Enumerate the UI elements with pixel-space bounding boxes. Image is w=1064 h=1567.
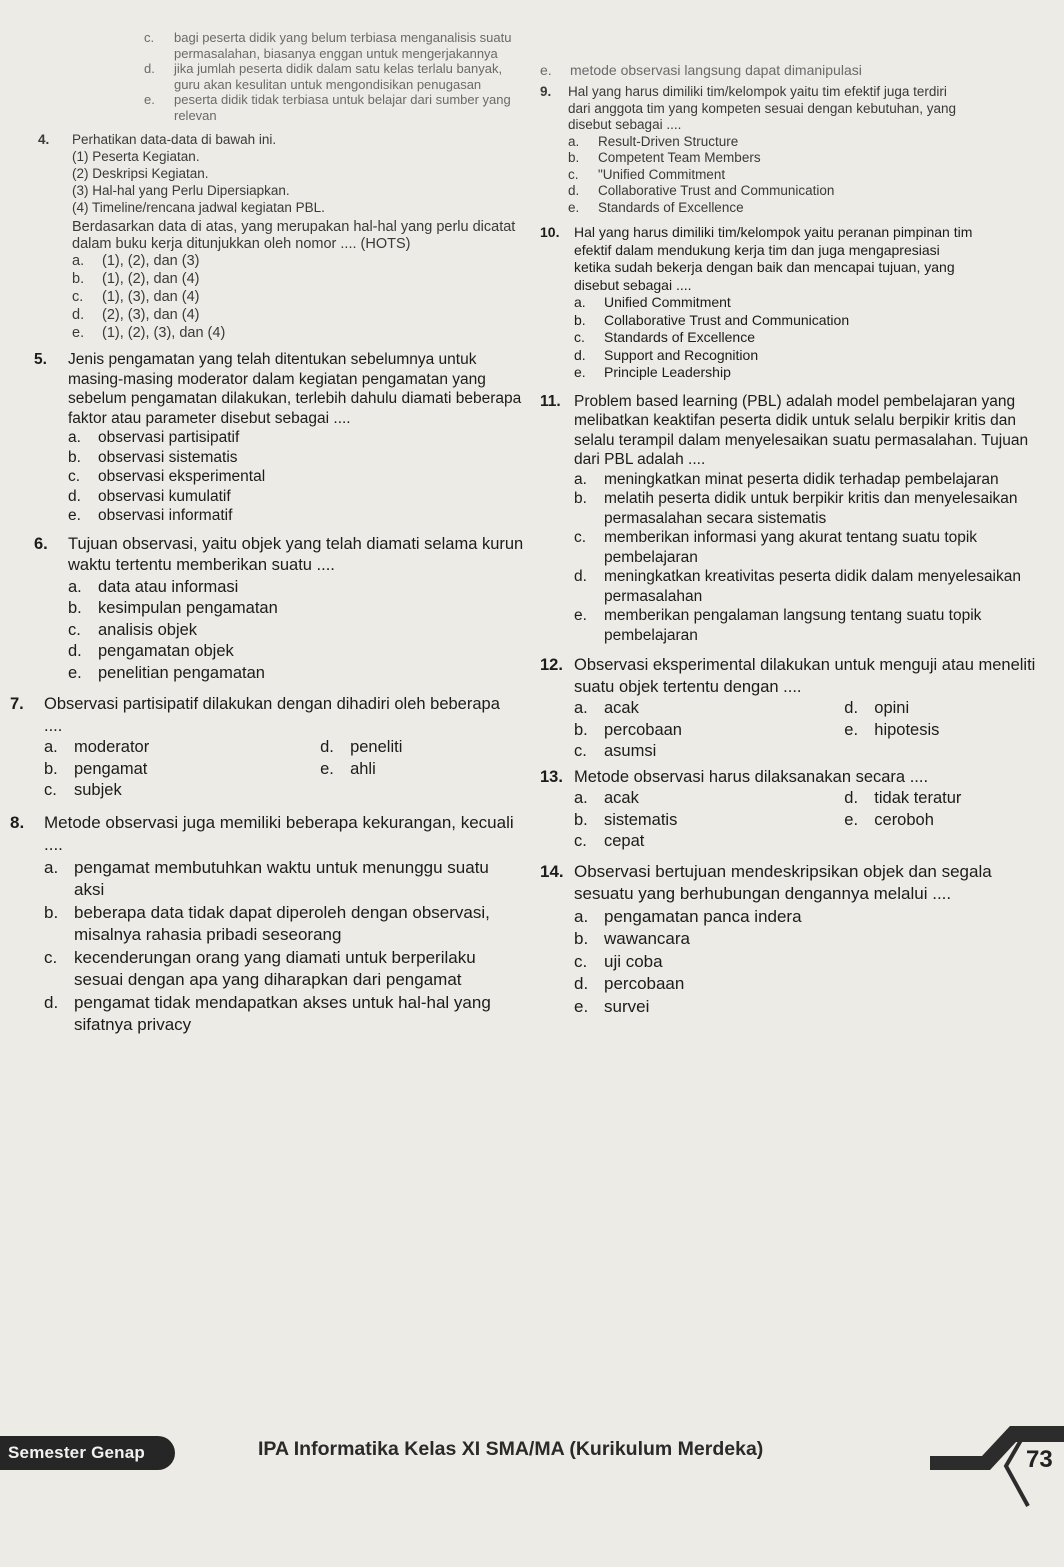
option-13a — [574, 788, 844, 810]
option-label: a. — [568, 133, 580, 149]
option-14c — [574, 951, 1050, 974]
left-column — [10, 30, 530, 1037]
option-text: beberapa data tidak dapat diperoleh dengan observasi, misalnya rahasia pribadi seseorang — [74, 902, 490, 944]
option-text: observasi informatif — [98, 507, 233, 524]
question-number: 13. — [540, 767, 563, 786]
question-text: Hal yang harus dimiliki tim/kelompok yaitu peranan pimpinan tim efektif dalam mendukung kerja tim dan juga mengapresiasi ketika sudah bekerja dengan baik dan mencapai tujuan, yang disebut sebagai .... — [574, 224, 973, 293]
question-text: Metode observasi juga memiliki beberapa kekurangan, kecuali .... — [44, 812, 514, 854]
option-label: c. — [574, 329, 585, 345]
option-5c — [68, 467, 528, 487]
option-text: peserta didik tidak terbiasa untuk belajar dari sumber yang relevan — [174, 92, 511, 123]
option-text: survei — [604, 996, 650, 1016]
option-label: d. — [574, 346, 586, 363]
question-10 — [540, 224, 980, 382]
option-text: kecenderungan orang yang diamati untuk berperilaku sesuai dengan apa yang diharapkan dari pengamat — [74, 947, 476, 989]
option-label: e. — [568, 199, 580, 215]
option-5b — [68, 448, 528, 468]
option-4e — [72, 324, 518, 342]
question-number: 9. — [540, 84, 552, 99]
option-12b — [574, 720, 844, 742]
option-label: c. — [574, 742, 587, 760]
option-label: d. — [844, 699, 859, 717]
option-4d — [72, 306, 518, 324]
option-text: hipotesis — [874, 720, 940, 739]
option-text: pengamatan objek — [98, 642, 234, 660]
option-5a — [68, 428, 528, 448]
option-9b — [568, 150, 960, 167]
option-3d — [144, 61, 516, 92]
question-number: 7. — [10, 695, 24, 713]
option-label: b. — [72, 271, 85, 287]
option-11c — [574, 528, 1030, 567]
option-8b — [44, 902, 522, 947]
page-footer — [0, 1398, 1064, 1567]
option-label: d. — [844, 789, 859, 807]
option-label: d. — [568, 183, 580, 198]
question-text: Metode observasi harus dilaksanakan secara .... — [574, 767, 929, 786]
question-12 — [540, 655, 1040, 763]
option-label: b. — [68, 448, 81, 466]
option-text: Collaborative Trust and Communication — [604, 311, 850, 328]
option-text: ahli — [350, 759, 376, 778]
question-11 — [540, 392, 1030, 646]
option-label: e. — [68, 507, 81, 524]
option-11d — [574, 567, 1030, 606]
option-label: e. — [574, 996, 589, 1016]
option-label: d. — [68, 642, 82, 660]
option-text: wawancara — [604, 929, 690, 948]
question-number: 4. — [38, 132, 50, 147]
option-label: c. — [72, 289, 84, 305]
question-text: Berdasarkan data di atas, yang merupakan hal-hal yang perlu dicatat dalam buku kerja ditunjukkan oleh nomor .... (HOTS) — [72, 219, 516, 252]
option-label: c. — [574, 529, 587, 546]
option-13b — [574, 810, 844, 832]
option-label: e. — [844, 720, 859, 739]
option-text: Support and Recognition — [604, 346, 759, 363]
option-text: acak — [604, 699, 639, 717]
option-label: e. — [320, 759, 334, 778]
option-label: d. — [44, 992, 59, 1012]
option-text: (1), (2), dan (3) — [102, 253, 200, 269]
option-label: d. — [68, 487, 81, 505]
option-label: c. — [68, 468, 81, 485]
option-13c — [574, 831, 844, 853]
option-7c — [44, 780, 320, 802]
data-item: (1) Peserta Kegiatan. — [72, 149, 200, 164]
option-label: a. — [574, 789, 588, 807]
option-text: pengamat — [74, 759, 148, 778]
option-text: analisis objek — [98, 620, 198, 639]
question-text: Problem based learning (PBL) adalah model pembelajaran yang melibatkan keaktifan peserta didik untuk selalu berpikir kritis dan selalu terampil dalam menyelesaikan suatu permasalahan. Tujuan dari PBL adalah .... — [574, 392, 1029, 468]
question-text: Observasi eksperimental dilakukan untuk menguji atau meneliti suatu objek tertentu dengan .... — [574, 656, 1036, 696]
option-label: a. — [574, 294, 586, 310]
option-4a — [72, 252, 518, 270]
option-7e — [320, 759, 520, 781]
option-label: b. — [574, 311, 586, 328]
option-10a — [574, 294, 980, 312]
option-text: acak — [604, 789, 639, 807]
option-14b — [574, 928, 1050, 951]
option-label: c. — [144, 30, 155, 45]
option-label: a. — [574, 470, 587, 488]
option-text: opini — [874, 699, 910, 717]
option-label: c. — [574, 951, 588, 971]
option-label: a. — [44, 857, 59, 877]
option-3e — [144, 92, 516, 123]
option-label: e. — [574, 364, 586, 380]
option-label: e. — [540, 62, 552, 78]
data-item: (2) Deskripsi Kegiatan. — [72, 166, 209, 181]
question-6 — [10, 534, 528, 685]
option-14e — [574, 996, 1050, 1019]
option-label: b. — [44, 759, 58, 778]
option-label: b. — [44, 902, 59, 922]
question-9 — [540, 84, 960, 216]
option-label: a. — [68, 577, 82, 596]
question-8-tail — [540, 62, 960, 78]
option-label: b. — [574, 720, 588, 739]
option-text: observasi kumulatif — [98, 487, 231, 505]
option-14a — [574, 906, 1050, 929]
option-label: a. — [44, 738, 58, 756]
option-8a — [44, 857, 522, 902]
option-text: observasi sistematis — [98, 448, 238, 466]
option-label: c. — [44, 781, 57, 799]
question-number: 5. — [34, 351, 47, 368]
option-3c — [144, 30, 516, 61]
option-label: b. — [574, 929, 589, 948]
option-10b — [574, 312, 980, 330]
option-text: memberikan pengalaman langsung tentang suatu topik pembelajaran — [604, 607, 982, 644]
question-7 — [10, 694, 520, 802]
data-item: (3) Hal-hal yang Perlu Dipersiapkan. — [72, 183, 290, 198]
option-11b — [574, 489, 1030, 528]
option-text: peneliti — [350, 738, 403, 756]
option-text: metode observasi langsung dapat dimanipulasi — [570, 62, 862, 78]
option-label: a. — [68, 429, 81, 446]
option-7a — [44, 737, 320, 759]
option-9d — [568, 183, 960, 200]
option-text: observasi partisipatif — [98, 429, 240, 446]
option-text: observasi eksperimental — [98, 468, 266, 485]
option-text: pengamatan panca indera — [604, 906, 802, 926]
option-label: e. — [72, 325, 85, 341]
question-number: 14. — [540, 861, 564, 881]
data-item: (4) Timeline/rencana jadwal kegiatan PBL. — [72, 200, 325, 215]
option-label: b. — [574, 810, 588, 829]
option-text: ceroboh — [874, 810, 934, 829]
option-text: pengamat tidak mendapatkan akses untuk hal-hal yang sifatnya privacy — [74, 992, 491, 1034]
option-text: Standards of Excellence — [604, 329, 755, 345]
option-text: cepat — [604, 832, 645, 850]
option-7d — [320, 737, 520, 759]
option-5d — [68, 487, 528, 507]
option-label: b. — [574, 490, 587, 507]
option-label: a. — [72, 253, 85, 269]
option-8e — [540, 62, 960, 78]
option-13e — [844, 810, 1040, 832]
option-text: (1), (3), dan (4) — [102, 289, 200, 305]
option-text: bagi peserta didik yang belum terbiasa menganalisis suatu permasalahan, biasanya enggan untuk mengerjakannya — [174, 30, 512, 61]
option-label: c. — [574, 832, 587, 850]
option-12c — [574, 741, 844, 763]
option-text: Collaborative Trust and Communication — [598, 183, 835, 198]
option-text: Standards of Excellence — [598, 199, 744, 215]
option-text: uji coba — [604, 951, 663, 971]
option-6d — [68, 641, 528, 663]
option-label: b. — [568, 150, 580, 165]
option-text: pengamat membutuhkan waktu untuk menunggu suatu aksi — [74, 857, 489, 899]
question-number: 12. — [540, 656, 563, 674]
option-text: Competent Team Members — [598, 150, 761, 165]
book-title: IPA Informatika Kelas XI SMA/MA (Kurikulum Merdeka) — [258, 1438, 764, 1460]
option-label: d. — [574, 568, 587, 585]
option-text: moderator — [74, 738, 150, 756]
option-label: c. — [44, 947, 58, 967]
option-text: meningkatkan minat peserta didik terhadap pembelajaran — [604, 470, 999, 488]
option-label: a. — [574, 699, 588, 717]
option-label: e. — [68, 663, 82, 682]
option-5e — [68, 506, 528, 526]
option-text: subjek — [74, 781, 122, 799]
question-text: Perhatikan data-data di bawah ini. — [72, 132, 277, 147]
option-4c — [72, 288, 518, 306]
option-12d — [844, 698, 1040, 720]
question-text: Hal yang harus dimiliki tim/kelompok yaitu tim efektif juga terdiri dari anggota tim yang kompeten sesuai dengan kebutuhan, yang disebut sebagai .... — [568, 84, 957, 132]
option-text: Principle Leadership — [604, 364, 731, 380]
option-label: e. — [844, 810, 859, 829]
option-13d — [844, 788, 1040, 810]
option-9a — [568, 134, 960, 151]
option-9c — [568, 167, 960, 184]
option-10c — [574, 329, 980, 347]
option-text: melatih peserta didik untuk berpikir kritis dan menyelesaikan permasalahan secara sistematis — [604, 490, 1018, 527]
question-8 — [10, 812, 522, 1037]
option-6c — [68, 620, 528, 642]
option-10e — [574, 364, 980, 382]
question-14 — [540, 861, 1050, 1019]
option-text: "Unified Commitment — [598, 166, 726, 182]
question-text: Observasi bertujuan mendeskripsikan objek dan segala sesuatu yang berhubungan dengannya melalui .... — [574, 861, 992, 903]
question-3-tail — [10, 30, 516, 123]
option-12a — [574, 698, 844, 720]
question-number: 8. — [10, 812, 25, 832]
option-7b — [44, 759, 320, 781]
right-column — [540, 62, 1055, 1018]
option-label: d. — [574, 974, 589, 993]
option-4b — [72, 270, 518, 288]
option-9e — [568, 200, 960, 217]
question-text: Observasi partisipatif dilakukan dengan dihadiri oleh beberapa .... — [44, 695, 500, 735]
option-text: Unified Commitment — [604, 294, 731, 310]
option-6e — [68, 663, 528, 685]
option-text: (1), (2), (3), dan (4) — [102, 325, 226, 341]
option-label: e. — [574, 607, 587, 624]
question-number: 11. — [540, 392, 561, 410]
option-label: c. — [68, 620, 81, 639]
option-14d — [574, 973, 1050, 996]
option-6b — [68, 598, 528, 620]
question-5 — [10, 350, 528, 526]
option-8d — [44, 992, 522, 1037]
option-11a — [574, 470, 1030, 490]
option-6a — [68, 577, 528, 599]
option-label: b. — [68, 599, 82, 617]
option-text: percobaan — [604, 720, 682, 739]
option-11e — [574, 606, 1030, 645]
option-label: e. — [144, 92, 155, 107]
option-text: memberikan informasi yang akurat tentang suatu topik pembelajaran — [604, 529, 978, 566]
option-label: d. — [320, 738, 334, 756]
option-text: penelitian pengamatan — [98, 663, 265, 682]
option-label: d. — [144, 61, 155, 76]
question-text: Tujuan observasi, yaitu objek yang telah diamati selama kurun waktu tertentu memberikan suatu .... — [68, 534, 524, 574]
question-number: 6. — [34, 534, 48, 553]
option-label: d. — [72, 307, 85, 323]
page-number: 73 — [1026, 1446, 1053, 1473]
option-10d — [574, 347, 980, 365]
option-12e — [844, 720, 1040, 742]
question-number: 10. — [540, 224, 560, 240]
semester-badge: Semester Genap — [0, 1436, 175, 1470]
option-text: asumsi — [604, 742, 657, 760]
question-4 — [10, 131, 518, 342]
question-13 — [540, 767, 1040, 853]
option-text: kesimpulan pengamatan — [98, 599, 278, 617]
option-text: data atau informasi — [98, 577, 239, 596]
option-text: meningkatkan kreativitas peserta didik dalam menyelesaikan permasalahan — [604, 568, 1021, 605]
option-8c — [44, 947, 522, 992]
option-text: percobaan — [604, 974, 685, 993]
option-text: sistematis — [604, 810, 678, 829]
option-label: c. — [568, 166, 579, 182]
option-text: jika jumlah peserta didik dalam satu kelas terlalu banyak, guru akan kesulitan untuk mengondisikan penugasan — [174, 61, 503, 92]
option-text: (2), (3), dan (4) — [102, 307, 200, 323]
option-text: tidak teratur — [874, 789, 962, 807]
question-text: Jenis pengamatan yang telah ditentukan sebelumnya untuk masing-masing moderator dalam kegiatan pengamatan yang sebelum pengamatan dilakukan, terlebih dahulu diamati beberapa faktor atau parameter disebut sebagai .... — [68, 351, 522, 427]
option-label: a. — [574, 906, 589, 926]
option-text: Result-Driven Structure — [598, 133, 739, 149]
option-text: (1), (2), dan (4) — [102, 271, 200, 287]
